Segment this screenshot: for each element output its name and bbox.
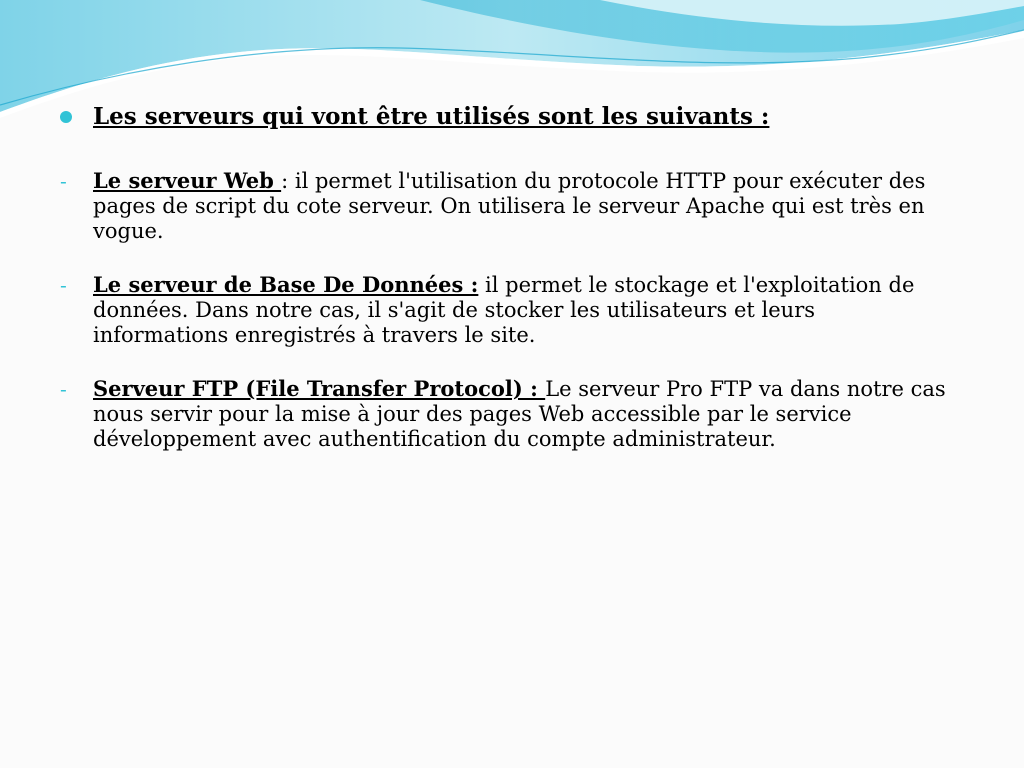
list-item-text: [93, 272, 953, 348]
list-item-web-server: [60, 168, 960, 244]
description-web-server: : il permet l'utilisation du protocole HTTP pour exécuter des pages de script du cote serveur. On utilisera le serveur Apache qui est très en vogue.: [93, 169, 926, 243]
description-ftp-server: Le serveur Pro FTP va dans notre cas nous servir pour la mise à jour des pages Web accessible par le service développement avec authentification du compte administrateur.: [93, 377, 946, 451]
dash-bullet: -: [60, 169, 67, 193]
list-item-database-server: [60, 272, 960, 348]
bullet-dot-icon: [60, 111, 72, 123]
term-web-server: Le serveur Web: [93, 168, 282, 193]
list-item-ftp-server: [60, 376, 960, 452]
slide-heading: Les serveurs qui vont être utilisés sont les suivants :: [93, 103, 770, 130]
term-ftp-server: Serveur FTP (File Transfer Protocol) :: [93, 376, 546, 401]
list-item-text: [93, 168, 953, 244]
dash-bullet: -: [60, 273, 67, 297]
list-item-text: [93, 376, 953, 452]
heading-row: [60, 100, 960, 134]
content-area: [60, 100, 960, 480]
dash-bullet: -: [60, 377, 67, 401]
description-database-server: il permet le stockage et l'exploitation de données. Dans notre cas, il s'agit de stocker les utilisateurs et leurs informations enregistrés à travers le site.: [93, 273, 915, 347]
term-database-server: Le serveur de Base De Données :: [93, 272, 479, 297]
